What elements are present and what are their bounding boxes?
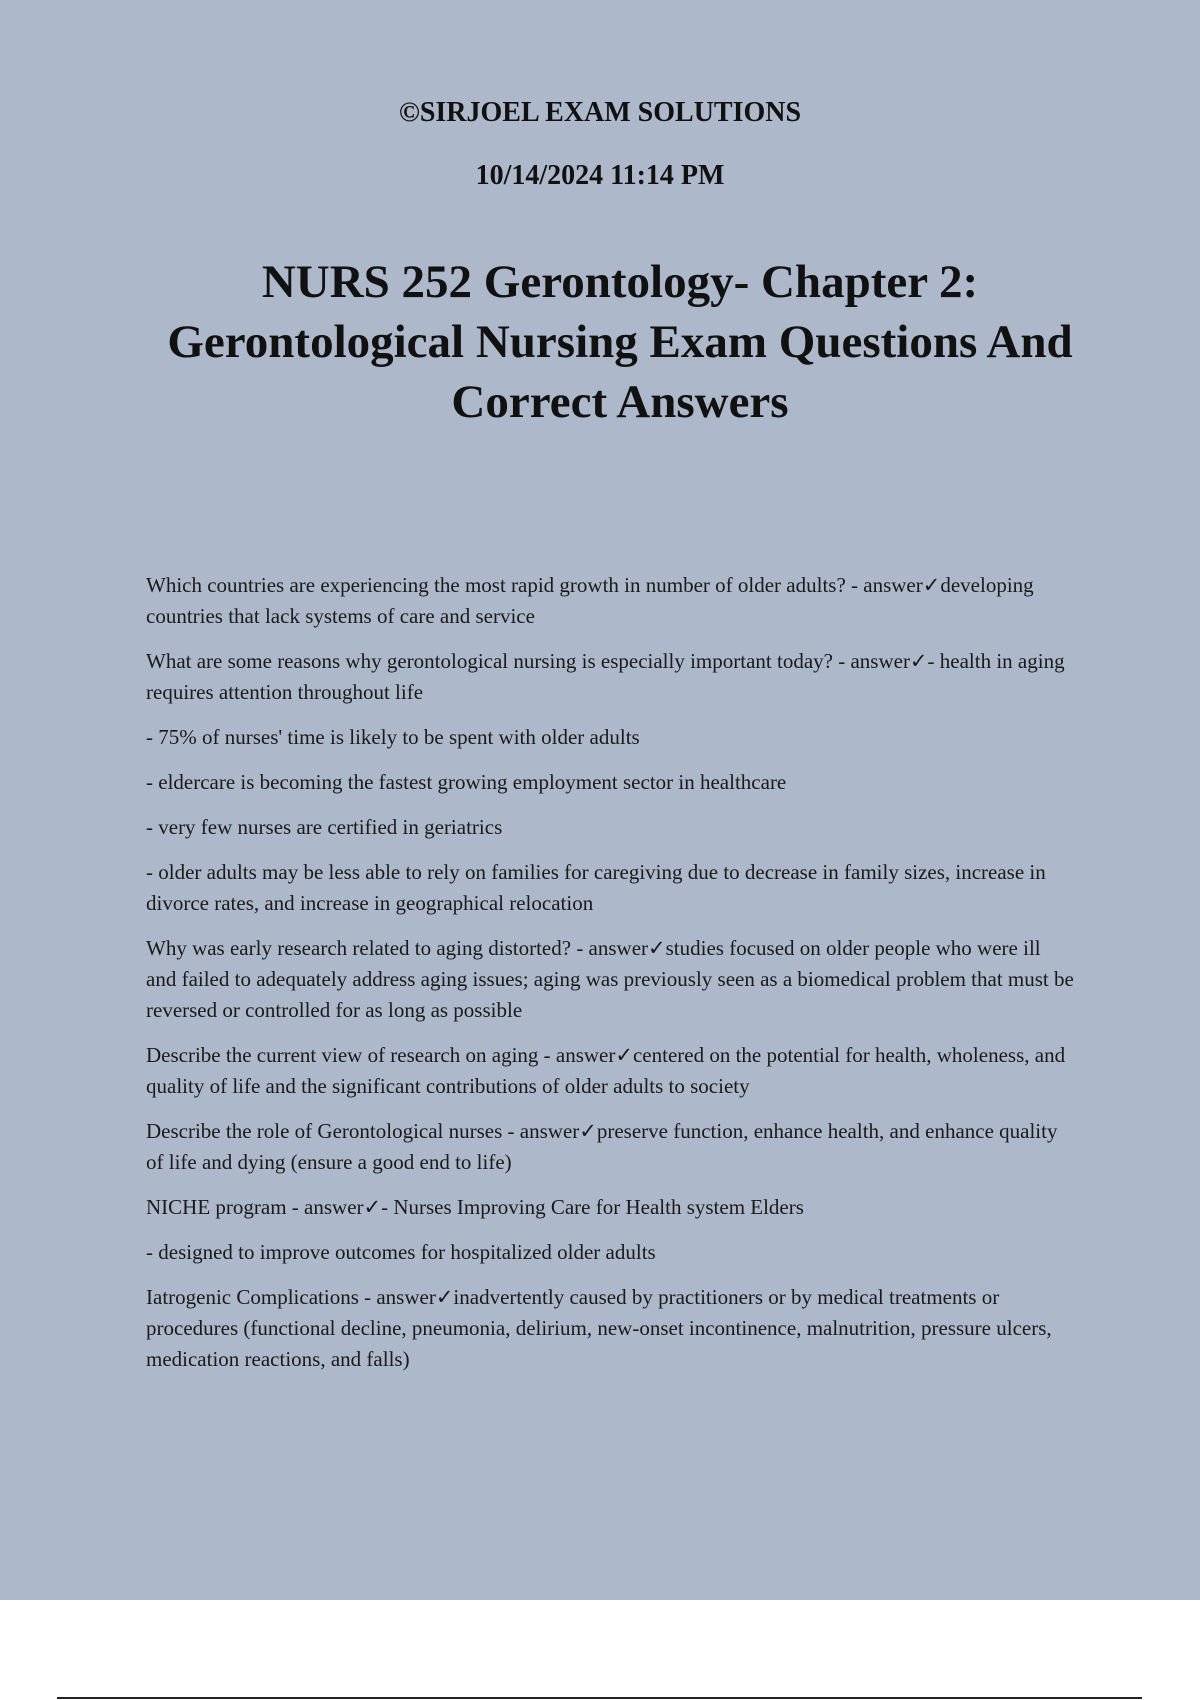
- qa-paragraph: - eldercare is becoming the fastest growing employment sector in healthcare: [146, 770, 787, 794]
- qa-paragraph: Describe the current view of research on aging - answer✓centered on the potential for health, wholeness, and quality of life and the significant contributions of older adults to society: [146, 1043, 1066, 1098]
- qa-paragraph: - very few nurses are certified in geriatrics: [146, 815, 503, 839]
- brand-header: ©SIRJOEL EXAM SOLUTIONS: [398, 97, 802, 128]
- qa-paragraph: Iatrogenic Complications - answer✓inadvertently caused by practitioners or by medical treatments or procedures (functional decline, pneumonia, delirium, new-onset incontinence, malnutrition, pressure ulcers, medication reactions, and falls): [146, 1285, 1052, 1371]
- qa-paragraph: Why was early research related to aging distorted? - answer✓studies focused on older people who were ill and failed to adequately address aging issues; aging was previously seen as a biomedical problem that must be reversed or controlled for as long as possible: [146, 936, 1074, 1022]
- qa-paragraph: - 75% of nurses' time is likely to be spent with older adults: [146, 725, 640, 749]
- qa-content: [146, 570, 1076, 1389]
- qa-paragraph: - older adults may be less able to rely on families for caregiving due to decrease in family sizes, increase in divorce rates, and increase in geographical relocation: [146, 860, 1046, 915]
- document-title: NURS 252 Gerontology- Chapter 2: Gerontological Nursing Exam Questions And Correct Answers: [167, 256, 1073, 428]
- qa-paragraph: Describe the role of Gerontological nurses - answer✓preserve function, enhance health, and enhance quality of life and dying (ensure a good end to life): [146, 1119, 1058, 1174]
- qa-paragraph: What are some reasons why gerontological nursing is especially important today? - answer✓- health in aging requires attention throughout life: [146, 649, 1065, 704]
- qa-paragraph: - designed to improve outcomes for hospitalized older adults: [146, 1240, 656, 1264]
- qa-paragraph: Which countries are experiencing the most rapid growth in number of older adults? - answer✓developing countries that lack systems of care and service: [146, 573, 1034, 628]
- date-time-header: 10/14/2024 11:14 PM: [475, 160, 725, 191]
- page-divider: [57, 1697, 1142, 1699]
- qa-paragraph: NICHE program - answer✓- Nurses Improving Care for Health system Elders: [146, 1195, 804, 1219]
